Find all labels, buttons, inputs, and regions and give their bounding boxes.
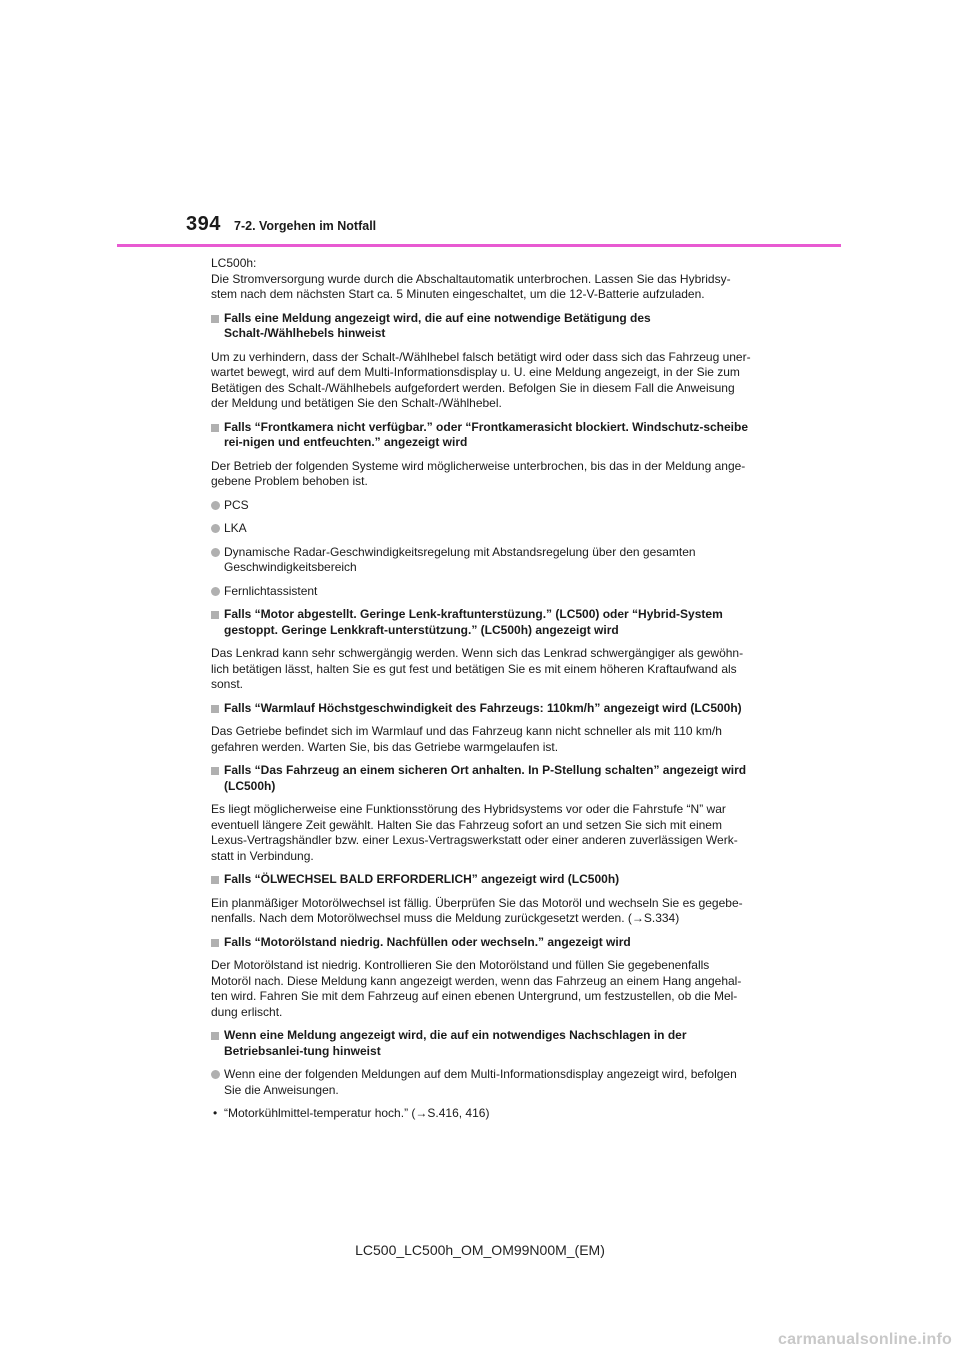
manual-content: [211, 256, 751, 1130]
section-heading-text: Falls “ÖLWECHSEL BALD ERFORDERLICH” angezeigt wird (LC500h): [224, 872, 620, 886]
circle-bullet-icon: [211, 1070, 220, 1079]
section-7: [211, 1028, 751, 1122]
square-bullet-icon: [211, 315, 219, 323]
list-item-text: Dynamische Radar-Geschwindigkeitsregelung mit Abstandsregelung über den gesamten Geschwindigkeitsbereich: [224, 544, 696, 574]
section-body: Der Betrieb der folgenden Systeme wird möglicherweise unterbrochen, bis das in der Meldung ange-gebene Problem behoben ist.: [211, 458, 746, 488]
section-heading-text: Falls “Frontkamera nicht verfügbar.” oder “Frontkamerasicht blockiert. Windschutz-scheibe rei-nigen und entfeuchten.” angezeigt wird: [224, 419, 749, 449]
section-0: [211, 311, 751, 412]
square-bullet-icon: [211, 705, 219, 713]
section-body: Ein planmäßiger Motorölwechsel ist fällig. Überprüfen Sie das Motoröl und wechseln Sie es gegebe-nenfalls. Nach dem Motorölwechsel muss die Meldung zurückgesetzt werden. (→S.334): [211, 895, 743, 925]
intro-text: Die Stromversorgung wurde durch die Abschaltautomatik unterbrochen. Lassen Sie das Hybridsy-stem nach dem nächsten Start ca. 5 Minuten eingeschaltet, um die 12-V-Batterie aufzuladen.: [211, 271, 731, 301]
circle-bullet-icon: [211, 524, 220, 533]
square-bullet-icon: [211, 424, 219, 432]
section-heading: [211, 420, 751, 451]
list-item: [211, 545, 751, 576]
list-item-text: LKA: [224, 521, 247, 535]
section-4: [211, 763, 751, 864]
list-item-text: PCS: [224, 497, 249, 512]
square-bullet-icon: [211, 767, 219, 775]
intro-model-label: LC500h:: [211, 256, 257, 270]
section-heading: [211, 935, 751, 951]
circle-bullet-icon: [211, 587, 220, 596]
section-heading: [211, 607, 751, 638]
list-item: [211, 584, 751, 600]
section-heading-text: Falls “Motor abgestellt. Geringe Lenk-kraftunterstüzung.” (LC500) oder “Hybrid-System gestoppt. Geringe Lenkkraft-unterstützung.” (LC500h) angezeigt wird: [224, 607, 723, 637]
sub-list-item-text: “Motorkühlmittel-temperatur hoch.” (→S.416, 416): [224, 1106, 490, 1120]
section-1: [211, 420, 751, 600]
section-heading: [211, 1028, 751, 1059]
square-bullet-icon: [211, 876, 219, 884]
square-bullet-icon: [211, 1032, 219, 1040]
list-item: [211, 498, 751, 514]
section-body: Das Lenkrad kann sehr schwergängig werden. Wenn sich das Lenkrad schwergängiger als gewöhn-lich betätigen lässt, halten Sie es gut fest und betätigen Sie es mit einem höheren Kraftaufwand als sonst.: [211, 646, 744, 691]
section-title: 7-2. Vorgehen im Notfall: [234, 219, 377, 233]
square-bullet-icon: [211, 939, 219, 947]
circle-bullet-icon: [211, 548, 220, 557]
section-heading-text: Falls “Das Fahrzeug an einem sicheren Ort anhalten. In P-Stellung schalten” angezeigt wird (LC500h): [224, 763, 747, 793]
section-5: [211, 872, 751, 927]
section-body: Es liegt möglicherweise eine Funktionsstörung des Hybridsystems vor oder die Fahrstufe “N” war eventuell längere Zeit gewählt. Halten Sie das Fahrzeug sofort an und setzen Sie sich mit einem Lexus-Vertragshändler bzw. einer Lexus-Vertragswerkstatt oder einer anderen zuverlässigen Werk-statt in Verbindung.: [211, 802, 738, 863]
circle-bullet-icon: [211, 501, 220, 510]
section-2: [211, 607, 751, 693]
section-heading: [211, 701, 751, 717]
list-item-text: Wenn eine der folgenden Meldungen auf dem Multi-Informationsdisplay angezeigt wird, befolgen Sie die Anweisungen.: [224, 1067, 737, 1097]
list-item: [211, 1067, 751, 1098]
section-heading-text: Wenn eine Meldung angezeigt wird, die auf ein notwendiges Nachschlagen in der Betriebsanlei-tung hinweist: [224, 1028, 687, 1058]
section-heading: [211, 311, 751, 342]
section-body: Der Motorölstand ist niedrig. Kontrollieren Sie den Motorölstand und füllen Sie gegebenenfalls Motoröl nach. Diese Meldung kann angezeigt werden, wenn das Fahrzeug an einem Hang angehal-ten wird. Fahren Sie mit dem Fahrzeug auf einen ebenen Untergrund, um festzustellen, ob die Mel-dung erlischt.: [211, 958, 742, 1019]
section-heading-text: Falls “Motorölstand niedrig. Nachfüllen oder wechseln.” angezeigt wird: [224, 934, 631, 949]
page-number: 394: [186, 213, 221, 235]
section-heading: [211, 872, 751, 888]
header-rule: [117, 244, 841, 247]
section-heading-text: Falls “Warmlauf Höchstgeschwindigkeit des Fahrzeugs: 110km/h” angezeigt wird (LC500h): [224, 700, 742, 715]
section-heading: [211, 763, 751, 794]
section-heading-text: Falls eine Meldung angezeigt wird, die auf eine notwendige Betätigung des Schalt-/Wählhebels hinweist: [224, 310, 651, 340]
list-item: [211, 521, 751, 537]
watermark[interactable]: carmanualsonline.info: [777, 1331, 952, 1348]
small-bullet-icon: •: [213, 1106, 218, 1120]
footer-doc-code: LC500_LC500h_OM_OM99N00M_(EM): [355, 1242, 605, 1258]
intro-paragraph: [211, 256, 751, 303]
sub-list-item: [211, 1106, 751, 1122]
section-6: [211, 935, 751, 1021]
section-body: Um zu verhindern, dass der Schalt-/Wählhebel falsch betätigt wird oder dass sich das Fahrzeug uner-wartet bewegt, wird auf dem Multi-Informationsdisplay u. U. eine Meldung angezeigt, in der Sie zum Betätigen des Schalt-/Wählhebels aufgefordert werden. Befolgen Sie in diesem Fall die Anweisung der Meldung und betätigen Sie den Schalt-/Wählhebel.: [211, 349, 751, 410]
section-3: [211, 701, 751, 756]
section-body: Das Getriebe befindet sich im Warmlauf und das Fahrzeug kann nicht schneller als mit 110 km/h gefahren werden. Warten Sie, bis das Getriebe warmgelaufen ist.: [211, 724, 722, 754]
square-bullet-icon: [211, 611, 219, 619]
list-item-text: Fernlichtassistent: [224, 583, 318, 598]
